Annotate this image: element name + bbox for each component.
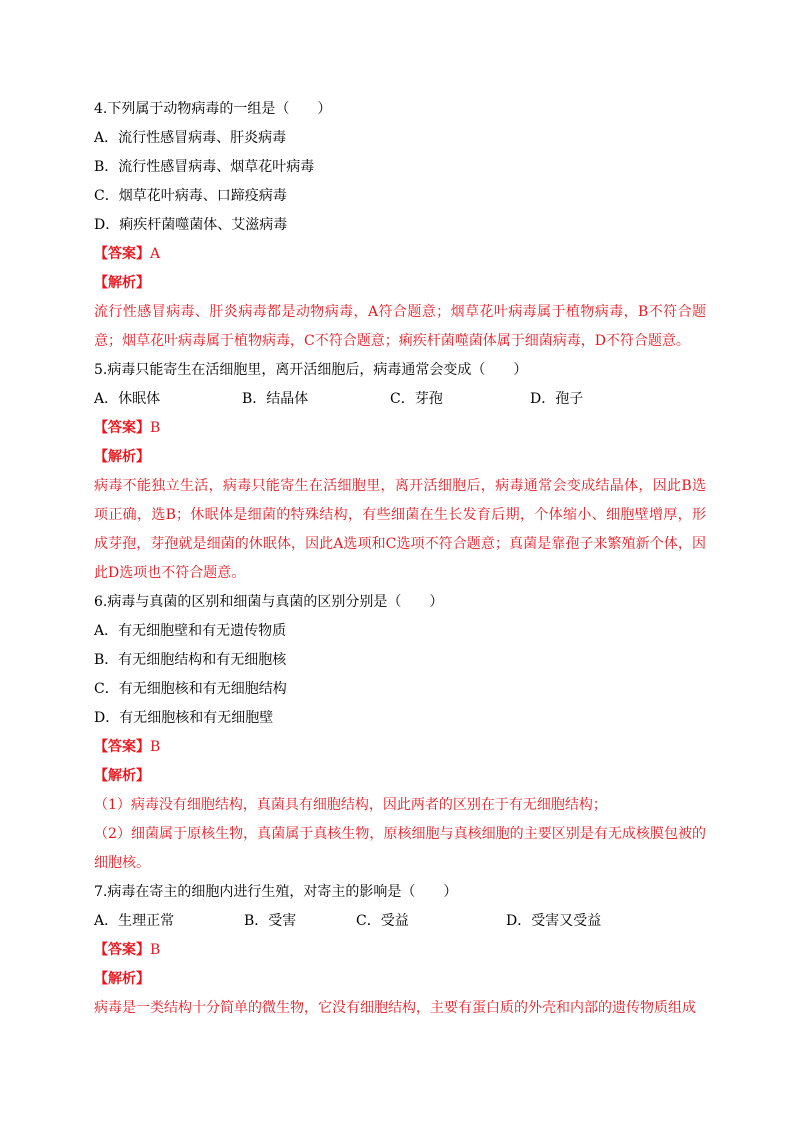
question-5-analysis-label [94,443,706,472]
question-6-stem: 6.病毒与真菌的区别和细菌与真菌的区别分别是（ ） [94,594,444,610]
document-page [94,95,706,1023]
question-7-option-d: D．受害又受益 [506,913,602,929]
question-7-answer [94,936,706,965]
question-7-analysis-text: 病毒是一类结构十分简单的微生物，它没有细胞结构，主要有蛋白质的外壳和内部的遗传物质组成 [94,1000,696,1016]
analysis-label: 【解析】 [94,768,150,784]
answer-label: 【答案】 [94,942,150,958]
question-7-option-b: B．受害 [244,913,297,929]
question-6-analysis-text-1: （1）病毒没有细胞结构，真菌具有细胞结构，因此两者的区别在于有无细胞结构； [94,797,607,813]
question-6-option-b: B．有无细胞结构和有无细胞核 [94,652,287,668]
answer-label: 【答案】 [94,420,150,436]
question-5-options [94,385,706,414]
question-6-option-a: A．有无细胞壁和有无遗传物质 [94,623,287,639]
question-4-analysis-text: 流行性感冒病毒、肝炎病毒都是动物病毒，A符合题意；烟草花叶病毒属于植物病毒，B不符合题意；烟草花叶病毒属于植物病毒，C不符合题意；痢疾杆菌噬菌体属于细菌病毒，D不符合题意。 [94,304,706,349]
question-5-option-b: B．结晶体 [242,391,309,407]
question-6-option-d: D．有无细胞核和有无细胞壁 [94,710,274,726]
question-7-stem: 7.病毒在寄主的细胞内进行生殖，对寄主的影响是（ ） [94,884,458,900]
question-6-analysis-text-2: （2）细菌属于原核生物，真菌属于真核生物，原核细胞与真核细胞的主要区别是有无成核膜包被的细胞核。 [94,826,706,871]
answer-value: B [150,942,161,958]
question-4-option-d: D．痢疾杆菌噬菌体、艾滋病毒 [94,217,288,233]
question-5-option-d: D．孢子 [530,391,584,407]
answer-value: B [150,739,161,755]
question-6-analysis-label [94,762,706,791]
answer-label: 【答案】 [94,739,150,755]
analysis-label: 【解析】 [94,971,150,987]
analysis-label: 【解析】 [94,449,150,465]
question-7-option-a: A．生理正常 [94,913,175,929]
analysis-label: 【解析】 [94,275,150,291]
question-4-option-b: B．流行性感冒病毒、烟草花叶病毒 [94,159,315,175]
question-4-stem: 4.下列属于动物病毒的一组是（ ） [94,101,332,117]
question-5-answer [94,414,706,443]
question-6-option-c: C．有无细胞核和有无细胞结构 [94,681,287,697]
question-4-answer [94,240,706,269]
question-7-option-c: C．受益 [356,913,409,929]
answer-value: A [150,246,161,262]
question-4-option-c: C．烟草花叶病毒、口蹄疫病毒 [94,188,287,204]
question-5-option-a: A．休眠体 [94,391,161,407]
question-4-option-a: A．流行性感冒病毒、肝炎病毒 [94,130,287,146]
question-5-option-c: C．芽孢 [390,391,443,407]
question-5-analysis-text: 病毒不能独立生活，病毒只能寄生在活细胞里，离开活细胞后，病毒通常会变成结晶体，因此B选项正确，选B；休眠体是细菌的特殊结构，有些细菌在生长发育后期，个体缩小、细胞壁增厚，形成芽孢，芽孢就是细菌的休眠体，因此A选项和C选项不符合题意；真菌是靠孢子来繁殖新个体，因此D选项也不符合题意。 [94,478,706,581]
question-6-answer [94,733,706,762]
question-7-options [94,907,706,936]
answer-label: 【答案】 [94,246,150,262]
question-4-analysis-label [94,269,706,298]
answer-value: B [150,420,161,436]
question-5-stem: 5.病毒只能寄生在活细胞里，离开活细胞后，病毒通常会变成（ ） [94,362,528,378]
question-7-analysis-label [94,965,706,994]
